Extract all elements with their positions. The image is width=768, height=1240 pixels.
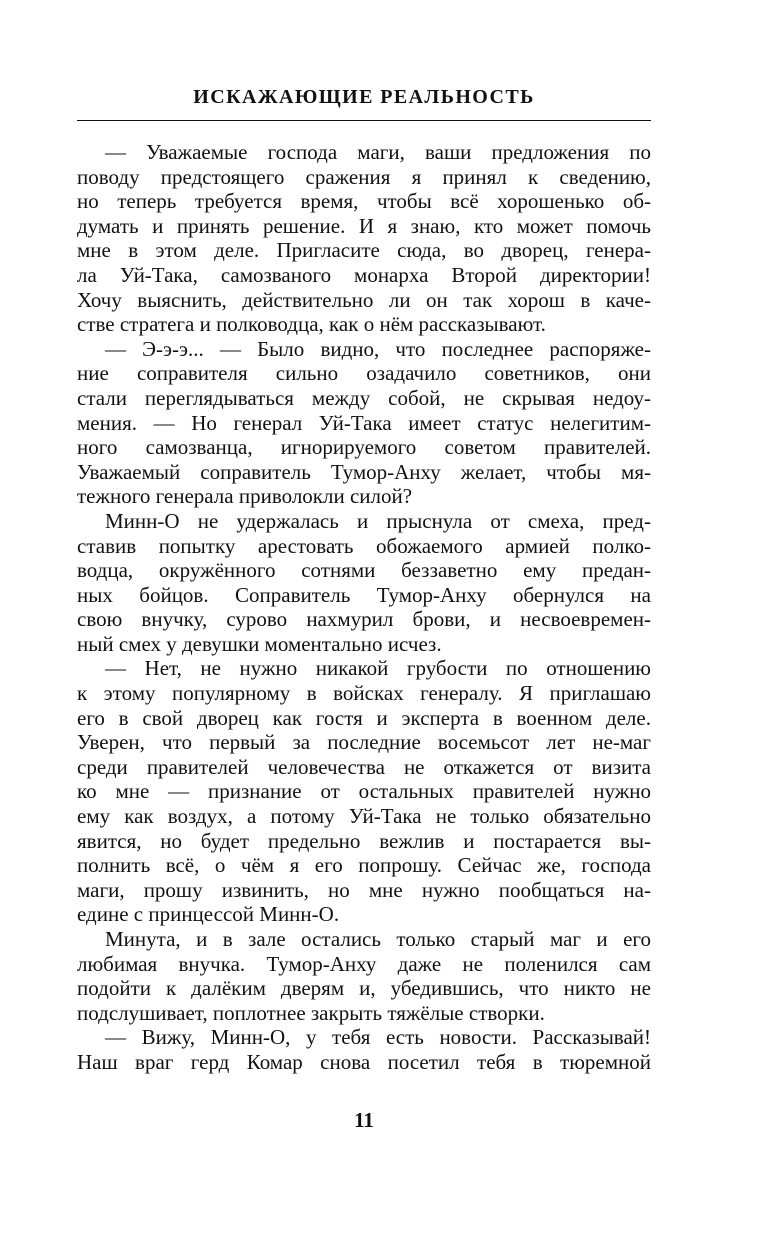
page-number: 11 (354, 1108, 374, 1132)
text-line: ных бойцов. Соправитель Тумор-Анху обернулся на (77, 582, 651, 607)
text-line: поводу предстоящего сражения я принял к сведению, (77, 164, 651, 189)
text-line: стве стратега и полководца, как о нём рассказывают. (77, 312, 546, 337)
text-line: ко мне — признание от остальных правителей нужно (77, 779, 651, 804)
text-line: свою внучку, сурово нахмурил брови, и несвоевремен- (77, 607, 651, 632)
text-line: ный смех у девушки моментально исчез. (77, 631, 442, 656)
text-line: мне в этом деле. Пригласите сюда, во дворец, генера- (77, 238, 651, 263)
text-line: подойти к далёким дверям и, убедившись, что никто не (77, 976, 651, 1001)
body-text (77, 140, 651, 1075)
text-line: ставив попытку арестовать обожаемого армией полко- (77, 533, 651, 558)
text-line: ного самозванца, игнорируемого советом правителей. (77, 435, 651, 460)
text-line: мения. — Но генерал Уй-Така имеет статус нелегитим- (77, 410, 651, 435)
text-line: думать и принять решение. И я знаю, кто может помочь (77, 213, 651, 238)
text-line: ние соправителя сильно озадачило советников, они (77, 361, 651, 386)
text-line: едине с принцессой Минн-О. (77, 902, 340, 927)
header-rule (77, 120, 651, 121)
text-line: Минн-О не удержалась и прыснула от смеха, пред- (105, 508, 651, 533)
text-line: Уважаемый соправитель Тумор-Анху желает, чтобы мя- (77, 459, 651, 484)
text-line: явится, но будет предельно вежлив и постарается вы- (77, 828, 651, 853)
text-line: ему как воздух, а потому Уй-Така не только обязательно (77, 804, 651, 829)
text-line: стали переглядываться между собой, не скрывая недоу- (77, 385, 651, 410)
text-line: полнить всё, о чём я его попрошу. Сейчас же, господа (77, 853, 651, 878)
text-line: Наш враг герд Комар снова посетил тебя в тюремной (77, 1049, 651, 1074)
text-line: — Уважаемые господа маги, ваши предложения по (105, 140, 651, 164)
text-line: среди правителей человечества не откажется от визита (77, 754, 651, 779)
text-line: водца, окружённого сотнями беззаветно ему предан- (77, 558, 651, 583)
text-line: — Нет, не нужно никакой грубости по отношению (105, 656, 651, 681)
text-line: его в свой дворец как гостя и эксперта в военном деле. (77, 705, 651, 730)
text-line: тежного генерала приволокли силой? (77, 484, 413, 509)
text-line: — Вижу, Минн-О, у тебя есть новости. Рассказывай! (105, 1025, 651, 1050)
text-line: Хочу выяснить, действительно ли он так хорош в каче- (77, 287, 651, 312)
text-line: Уверен, что первый за последние восемьсот лет не-маг (77, 730, 651, 755)
text-line: но теперь требуется время, чтобы всё хорошенько об- (77, 189, 651, 214)
text-line: ла Уй-Така, самозваного монарха Второй директории! (77, 262, 651, 287)
running-head: ИСКАЖАЮЩИЕ РЕАЛЬНОСТЬ (193, 86, 535, 108)
text-line: к этому популярному в войсках генералу. Я приглашаю (77, 681, 651, 706)
text-line: любимая внучка. Тумор-Анху даже не поленился сам (77, 951, 651, 976)
text-line: подслушивает, поплотнее закрыть тяжёлые створки. (77, 1000, 545, 1025)
text-line: маги, прошу извинить, но мне нужно пообщаться на- (77, 877, 651, 902)
text-line: — Э-э-э... — Было видно, что последнее распоряже- (105, 336, 651, 361)
text-line: Минута, и в зале остались только старый маг и его (105, 927, 651, 951)
